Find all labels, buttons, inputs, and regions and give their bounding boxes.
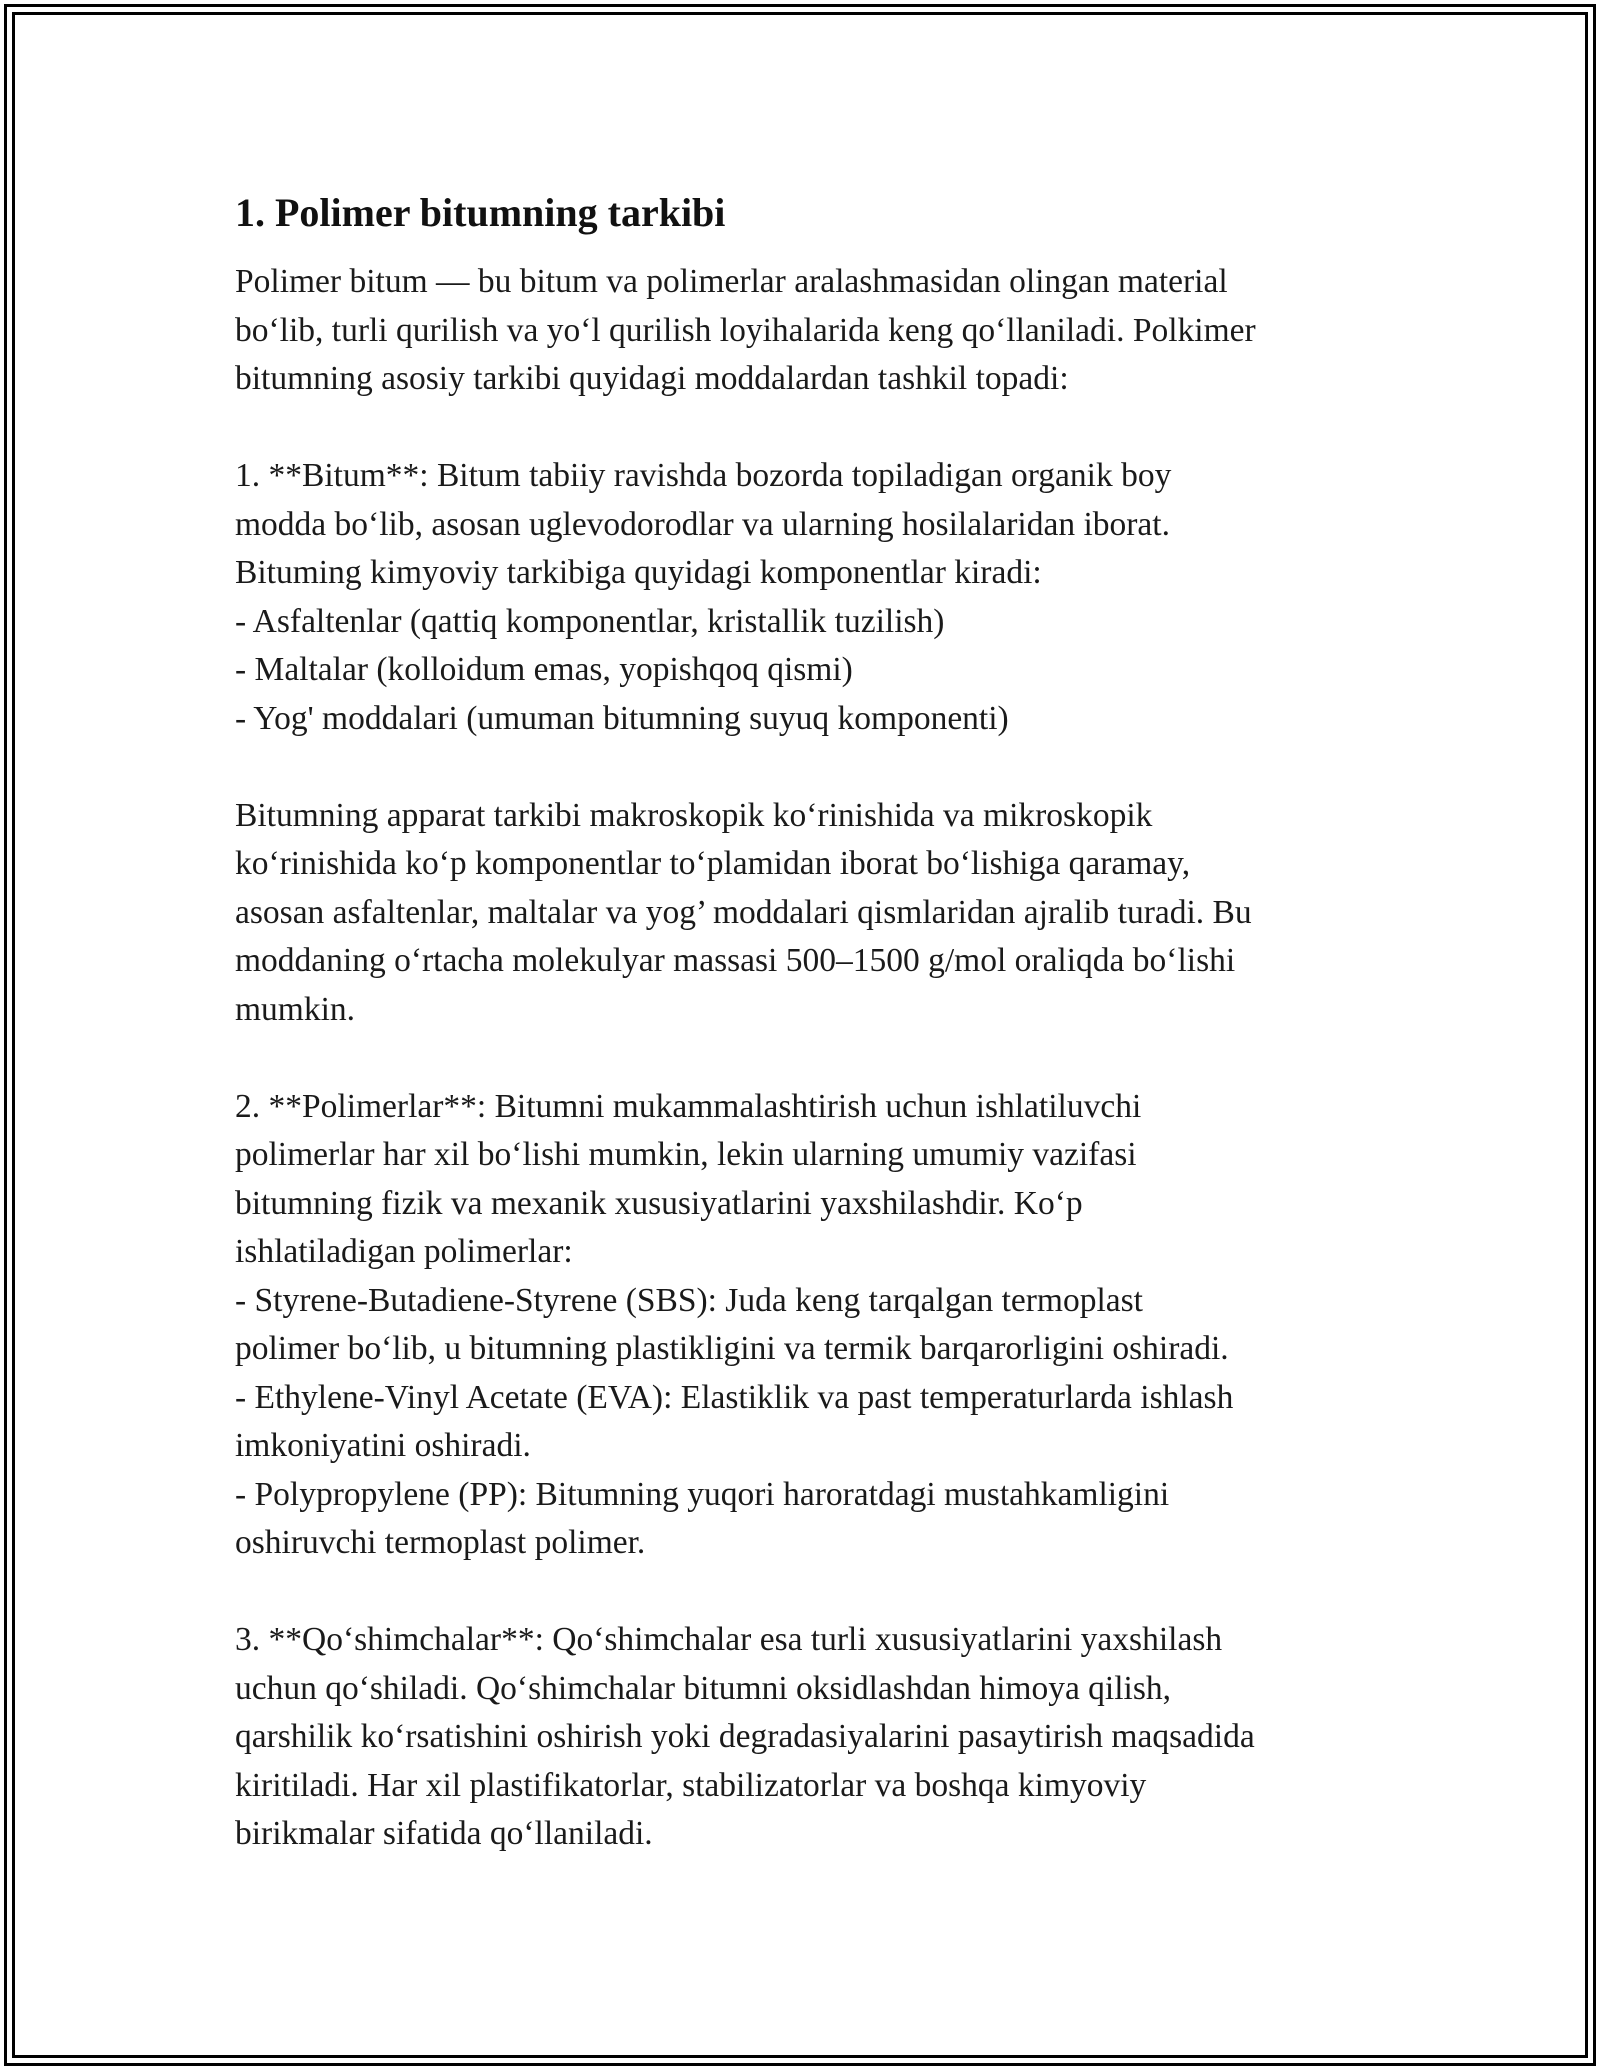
intro-paragraph: Polimer bitum — bu bitum va polimerlar aralashmasidan olingan material bo‘lib, turli qurilish va yo‘l qurilish loyihalarida keng qo‘llaniladi. Polkimer bitumning asosiy tarkibi quyidagi moddalardan tashkil topadi:: [235, 263, 1256, 397]
polimerlar-section: 2. **Polimerlar**: Bitumni mukammalashtirish uchun ishlatiluvchi polimerlar har xil bo‘lishi mumkin, lekin ularning umumiy vazifasi bitumning fizik va mexanik xususiyatlarini yaxshilashdir. Ko‘p ishlatiladigan polimerlar: - Styrene-Butadiene-Styrene (SBS): Juda keng tarqalgan termoplast polimer bo‘lib, u bitumning plastikligini va termik barqarorligini oshiradi. - Ethylene-Vinyl Acetate (EVA): Elastiklik va past temperaturlarda ishlash imkoniyatini oshiradi. - Polypropylene (PP): Bitumning yuqori haroratdagi mustahkamligini oshiruvchi termoplast polimer.: [235, 1087, 1234, 1561]
paragraph-spacer: [235, 1034, 1395, 1083]
bitum-note-paragraph: Bitumning apparat tarkibi makroskopik ko‘rinishida va mikroskopik ko‘rinishida ko‘p komponentlar to‘plamidan iborat bo‘lishiga qaramay, asosan asfaltenlar, maltalar va yog’ moddalari qismlaridan ajralib turadi. Bu moddaning o‘rtacha molekulyar massasi 500–1500 g/mol oraliqda bo‘lishi mumkin.: [235, 796, 1252, 1028]
qoshimchalar-section: 3. **Qo‘shimchalar**: Qo‘shimchalar esa turli xususiyatlarini yaxshilash uchun qo‘shiladi. Qo‘shimchalar bitumni oksidlashdan himoya qilish, qarshilik ko‘rsatishini oshirish yoki degradasiyalarini pasaytirish maqsadida kiritiladi. Har xil plastifikatorlar, stabilizatorlar va boshqa kimyoviy birikmalar sifatida qo‘llaniladi.: [235, 1621, 1255, 1852]
document-body: [235, 180, 1395, 1859]
paragraph-spacer: [235, 404, 1395, 453]
bitum-section: 1. **Bitum**: Bitum tabiiy ravishda bozorda topiladigan organik boy modda bo‘lib, asosan uglevodorodlar va ularning hosilalaridan iborat. Bituming kimyoviy tarkibiga quyidagi komponentlar kiradi: - Asfaltenlar (qattiq komponentlar, kristallik tuzilish) - Maltalar (kolloidum emas, yopishqoq qismi) - Yog' moddalari (umuman bitumning suyuq komponenti): [235, 457, 1172, 737]
paragraph-spacer: [235, 743, 1395, 792]
paragraph-spacer: [235, 1568, 1395, 1617]
section-heading: 1. Polimer bitumning tarkibi: [235, 190, 726, 235]
